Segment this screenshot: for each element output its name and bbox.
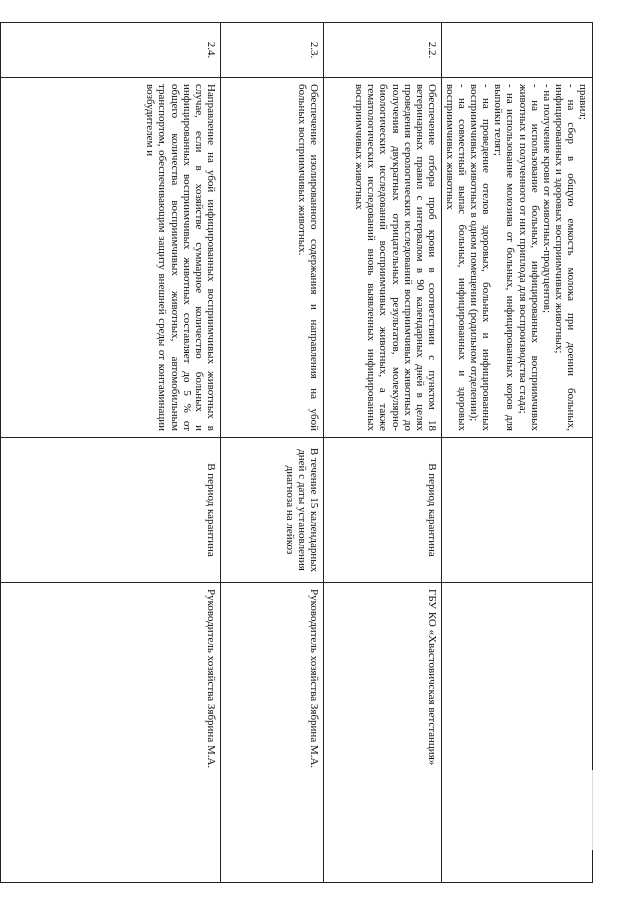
row-number bbox=[441, 23, 592, 78]
rotated-table-area bbox=[39, 22, 593, 882]
row-number: 2.3. bbox=[220, 23, 323, 78]
table-row bbox=[220, 23, 323, 883]
measure-line: - на проведение отелов здоровых, больных и инфицированных восприимчивых животных в одном помещении (родильном отделении); bbox=[468, 84, 493, 431]
measure-text bbox=[441, 78, 592, 438]
responsible-cell bbox=[441, 583, 592, 883]
measures-table bbox=[0, 22, 593, 883]
measure-line: Обеспечение отбора проб крови в соответствии с пунктом 18 ветеринарных правил с интервалом в 90 календарных дней в целях проведения серологических исследований восприимчивых животных до получения двукратных отрицательных результатов, молекулярно-биологических исследований восприимчивых животных, а также гематологических исследований вновь выявленных инфицированных восприимчивых животных bbox=[353, 84, 438, 431]
measure-text bbox=[323, 78, 441, 438]
measure-text bbox=[220, 78, 323, 438]
table-row bbox=[0, 23, 220, 883]
measure-line: - на совместный выпас больных, инфицированных и здоровых восприимчивых животных bbox=[443, 84, 469, 431]
term-cell: В период карантина bbox=[323, 438, 441, 583]
term-cell: В течение 15 календарных дней с даты установления диагноза на лейкоз bbox=[220, 438, 323, 583]
table-row bbox=[323, 23, 441, 883]
measure-line: - на использование молозива от больных, инфицированных коров для выпойки телят; bbox=[492, 84, 517, 431]
responsible-cell: Руководитель хозяйства Зябрина М.А. bbox=[220, 583, 323, 883]
scan-edge-mark bbox=[592, 770, 593, 850]
measure-line: - на сбор в общую емкость молока при доении больных, инфицированных и здоровых восприимчивых животных; bbox=[552, 84, 577, 431]
measure-line: Обеспечение изолированного содержания и направления на убой больных восприимчивых животных. bbox=[295, 84, 320, 431]
term-cell bbox=[441, 438, 592, 583]
measure-text bbox=[0, 78, 220, 438]
table-row bbox=[441, 23, 592, 883]
responsible-cell: Руководитель хозяйства Зябрина М.А. bbox=[0, 583, 220, 883]
row-number: 2.2. bbox=[323, 23, 441, 78]
term-cell: В период карантина bbox=[0, 438, 220, 583]
row-number: 2.4. bbox=[0, 23, 220, 78]
measure-line: - на получение крови от животных-продуцентов; bbox=[540, 84, 553, 314]
measure-line: - на использование больных, инфицированных восприимчивых животных и полученного от них приплода для воспроизводства стада; bbox=[516, 84, 541, 431]
measure-line: правил; bbox=[577, 84, 589, 120]
responsible-cell: ГБУ КО «Хвастовичская ветстанция» bbox=[323, 583, 441, 883]
measure-line: Направление на убой инфицированных восприимчивых животных в случае, если в хозяйстве суммарное количество больных и инфицированных восприимчивых животных составляет до 5 % от общего количества восприимчивых животных, автомобильным транспортом, обеспечивающим защиту внешней среды от контаминации возбудителем и bbox=[144, 84, 217, 431]
